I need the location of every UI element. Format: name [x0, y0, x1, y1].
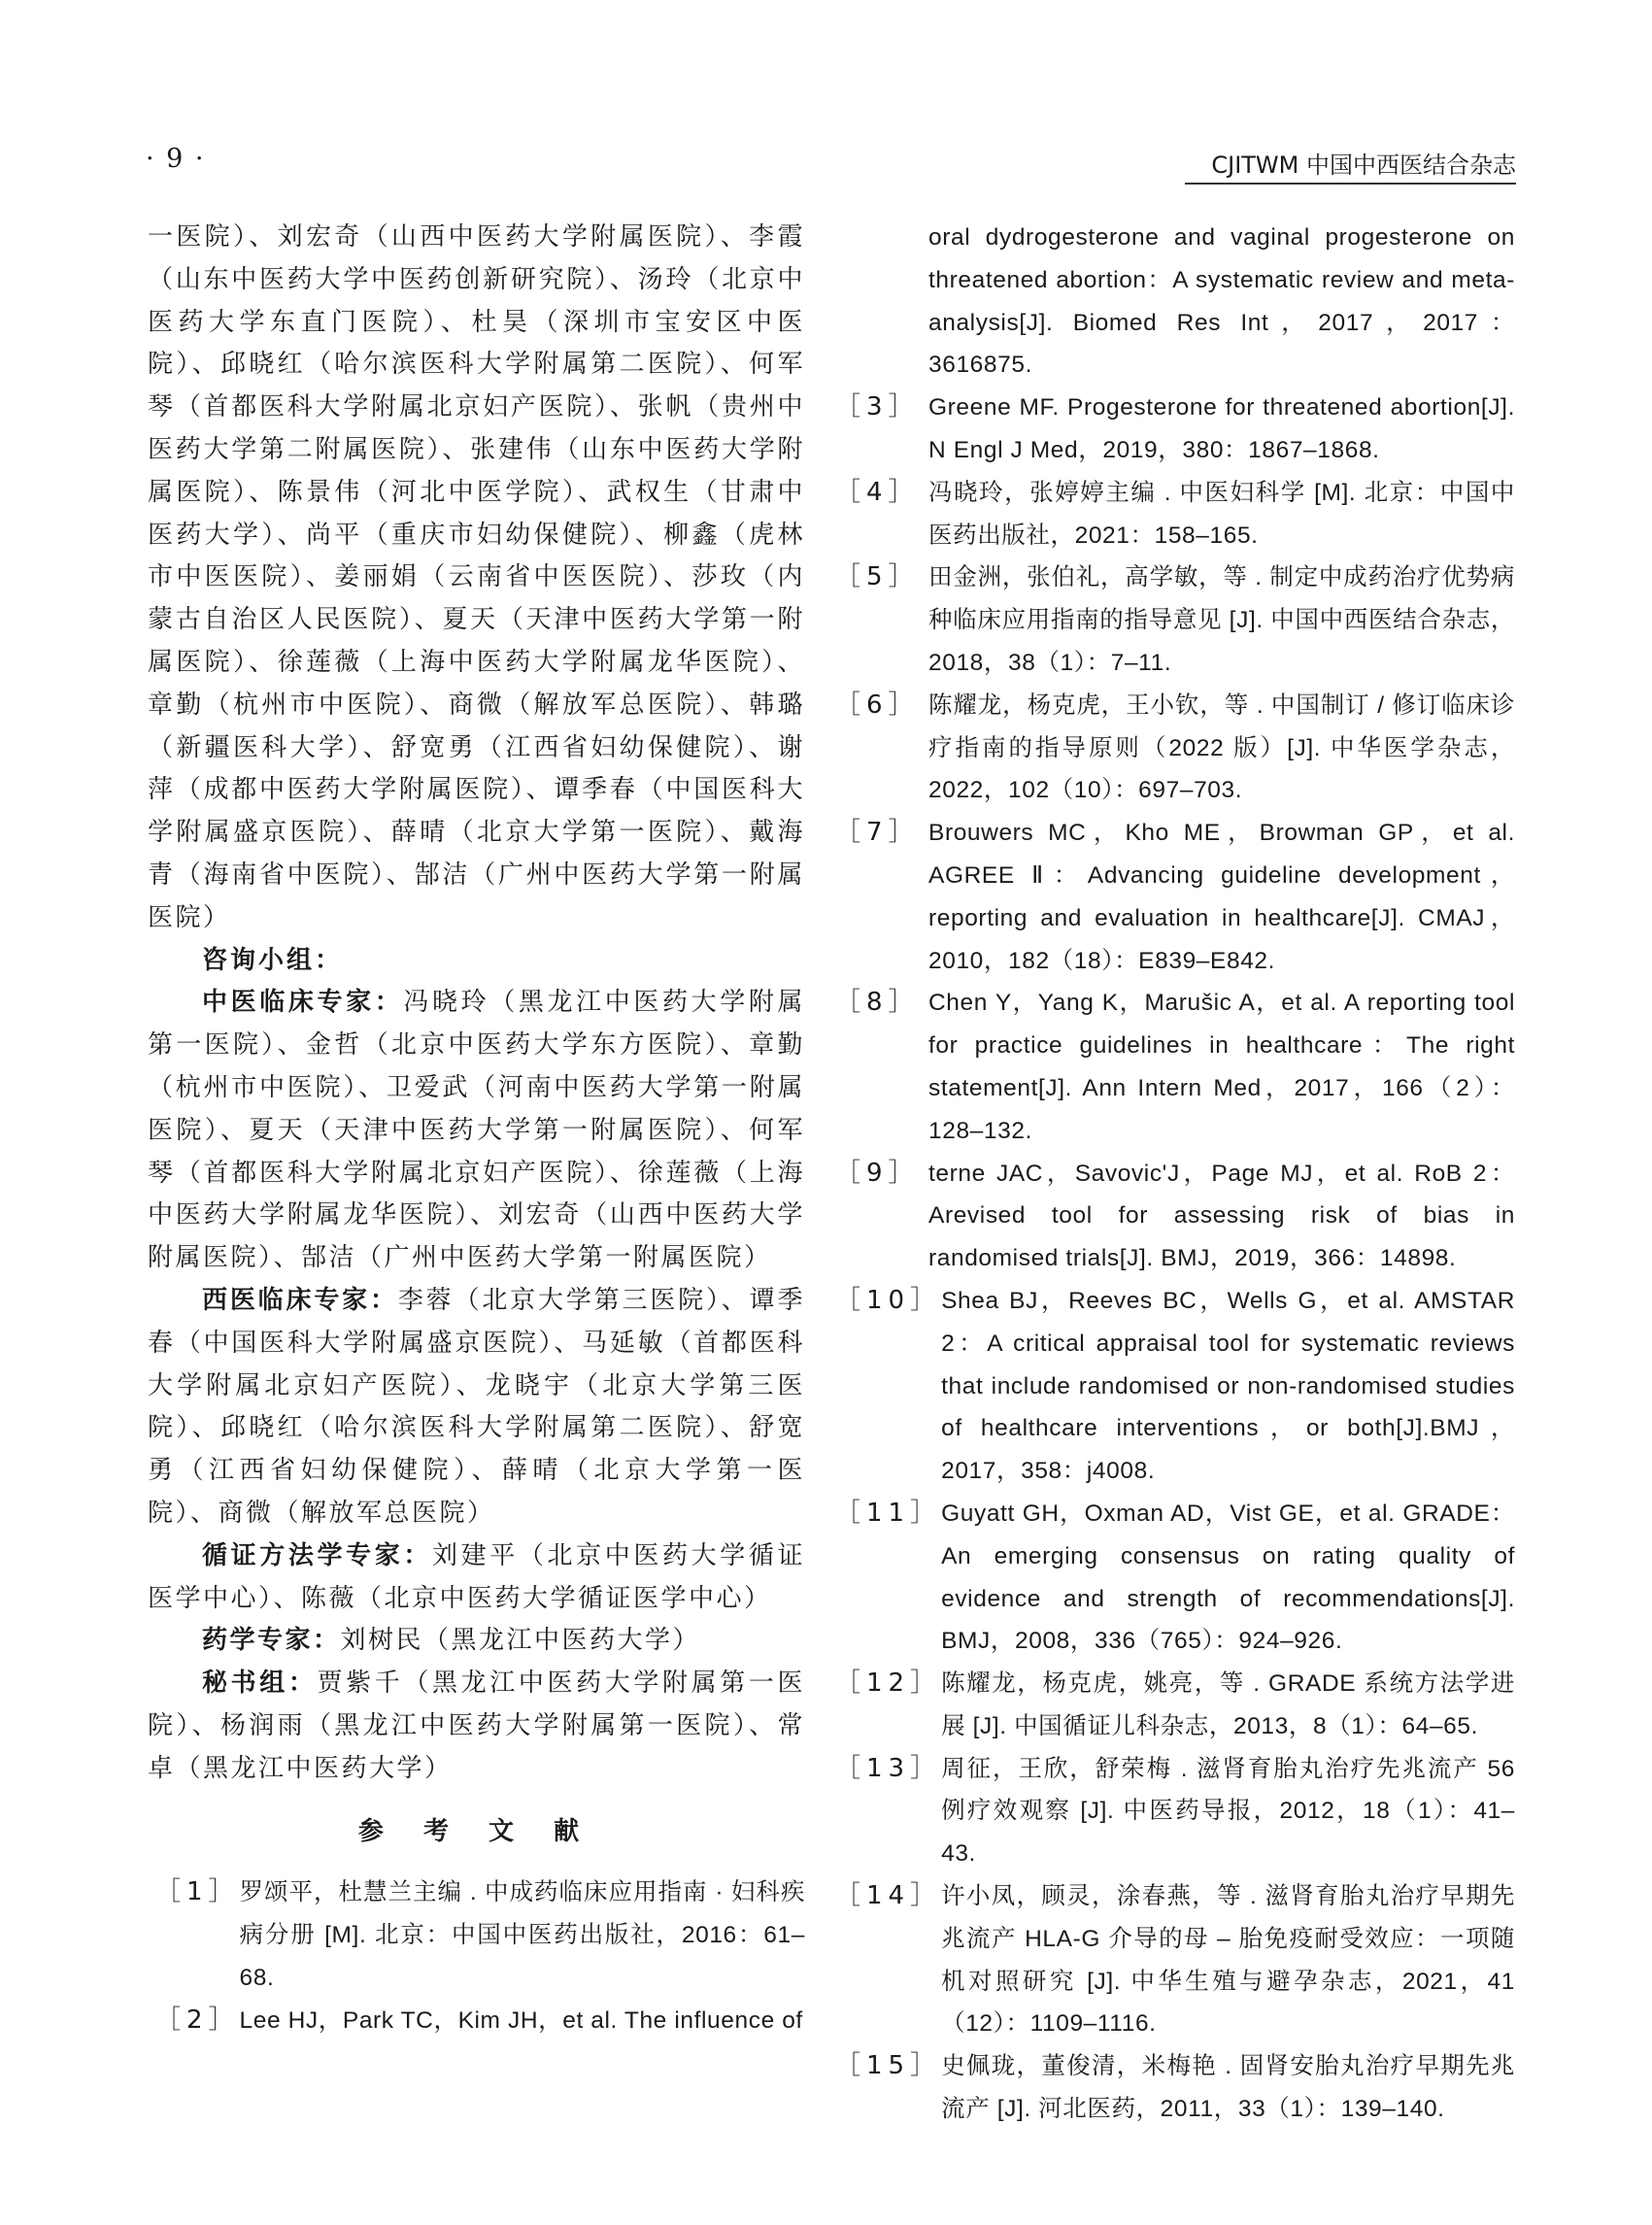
right-column	[835, 217, 1515, 2131]
secretariat-label: 秘书组：	[202, 1669, 318, 1699]
reference-item	[835, 685, 1515, 812]
wm-experts-paragraph	[148, 1280, 805, 1535]
left-column	[148, 217, 805, 2041]
ebm-experts-label: 循证方法学专家：	[202, 1540, 432, 1570]
tcm-experts-paragraph	[148, 982, 805, 1280]
reference-number: ［15］	[835, 2051, 942, 2081]
reference-continuation: oral dydrogesterone and vaginal progesterone on threatened abortion：A systematic review and meta-analysis[J]. Biomed Res Int，2017，2017：3616875.	[928, 224, 1515, 379]
reference-item	[835, 1663, 1515, 1748]
consult-group-title: 咨询小组：	[202, 945, 344, 975]
pharm-experts-paragraph	[148, 1620, 805, 1663]
reference-item	[835, 1493, 1515, 1663]
references-heading: 参 考 文 献	[357, 1817, 595, 1847]
reference-number: ［9］	[835, 1158, 920, 1188]
pharm-experts-text: 刘树民（黑龙江中医药大学）	[340, 1626, 701, 1656]
reference-item	[835, 982, 1515, 1152]
reference-text: 陈耀龙，杨克虎，王小钦，等 . 中国制订 / 修订临床诊疗指南的指导原则（2022 版）[J]. 中华医学杂志，2022，102（10）：697–703.	[928, 691, 1515, 804]
reference-item	[148, 2000, 805, 2042]
reference-text: 冯晓玲，张婷婷主编 . 中医妇科学 [M]. 北京：中国中医药出版社，2021：158–165.	[928, 479, 1515, 549]
reference-text: Shea BJ，Reeves BC，Wells G，et al. AMSTAR 2：A critical appraisal tool for systematic reviews that include randomised or non-randomised studies of healthcare interventions，or both[J].BMJ，2017，358：j4008.	[941, 1287, 1515, 1485]
reference-number: ［5］	[835, 562, 920, 592]
header-rule	[1185, 183, 1516, 185]
reference-text: terne JAC，Savovic'J，Page MJ，et al. RoB 2：Arevised tool for assessing risk of bias in randomised trials[J]. BMJ，2019，366：14898.	[928, 1160, 1515, 1272]
reference-text: 田金洲，张伯礼，高学敏，等 . 制定中成药治疗优势病种临床应用指南的指导意见 [J]. 中国中西医结合杂志，2018，38（1）：7–11.	[928, 564, 1515, 676]
journal-title: CJITWM 中国中西医结合杂志	[1211, 152, 1516, 179]
reference-text: 周征，王欣，舒荣梅 . 滋肾育胎丸治疗先兆流产 56 例疗效观察 [J]. 中医药导报，2012，18（1）：41–43.	[941, 1755, 1515, 1868]
reference-text: Brouwers MC，Kho ME，Browman GP，et al. AGREE Ⅱ：Advancing guideline development，reporting and evaluation in healthcare[J]. CMAJ，2010，182（18）：E839–E842.	[928, 820, 1515, 974]
reference-number: ［8］	[835, 988, 920, 1018]
reference-text: 罗颂平，杜慧兰主编 . 中成药临床应用指南 · 妇科疾病分册 [M]. 北京：中国中医药出版社，2016：61–68.	[239, 1879, 805, 1991]
ebm-experts-paragraph	[148, 1535, 805, 1621]
reference-text: Chen Y，Yang K，Marušic A，et al. A reporting tool for practice guidelines in healthcare：The right statement[J]. Ann Intern Med，2017，166（2）：128–132.	[928, 990, 1515, 1144]
reference-item	[148, 1871, 805, 1999]
reference-number: ［13］	[835, 1753, 942, 1783]
reference-number: ［10］	[835, 1285, 942, 1315]
reference-number: ［11］	[835, 1498, 942, 1528]
intro-paragraph: 一医院）、刘宏奇（山西中医药大学附属医院）、李霞（山东中医药大学中医药创新研究院）、汤玲（北京中医药大学东直门医院）、杜昊（深圳市宝安区中医院）、邱晓红（哈尔滨医科大学附属第二医院）、何军琴（首都医科大学附属北京妇产医院）、张帆（贵州中医药大学第二附属医院）、张建伟（山东中医药大学附属医院）、陈景伟（河北中医学院）、武权生（甘肃中医药大学）、尚平（重庆市妇幼保健院）、柳鑫（虎林市中医医院）、姜丽娟（云南省中医医院）、莎玫（内蒙古自治区人民医院）、夏天（天津中医药大学第一附属医院）、徐莲薇（上海中医药大学附属龙华医院）、章勤（杭州市中医院）、商微（解放军总医院）、韩璐（新疆医科大学）、舒宽勇（江西省妇幼保健院）、谢萍（成都中医药大学附属医院）、谭季春（中国医科大学附属盛京医院）、薛晴（北京大学第一医院）、戴海青（海南省中医院）、郜洁（广州中医药大学第一附属医院）	[148, 222, 805, 932]
reference-text: 许小凤，顾灵，涂春燕，等 . 滋肾育胎丸治疗早期先兆流产 HLA-G 介导的母 – 胎免疫耐受效应：一项随机对照研究 [J]. 中华生殖与避孕杂志，2021，41（12）：1109–1116.	[941, 1883, 1515, 2038]
reference-item	[835, 2045, 1515, 2131]
reference-item	[835, 1280, 1515, 1493]
reference-text: Guyatt GH，Oxman AD，Vist GE，et al. GRADE：An emerging consensus on rating quality of evidence and strength of recommendations[J]. BMJ，2008，336（765）：924–926.	[941, 1500, 1515, 1655]
secretariat-text: 贾紫千（黑龙江中医药大学附属第一医院）、杨润雨（黑龙江中医药大学附属第一医院）、常卓（黑龙江中医药大学）	[148, 1669, 805, 1783]
secretariat-paragraph	[148, 1663, 805, 1790]
reference-text: Greene MF. Progesterone for threatened abortion[J]. N Engl J Med，2019，380：1867–1868.	[928, 394, 1515, 463]
reference-number: ［7］	[835, 818, 920, 848]
reference-number: ［1］	[155, 1877, 240, 1907]
reference-item	[835, 387, 1515, 472]
pharm-experts-label: 药学专家：	[202, 1626, 341, 1656]
wm-experts-label: 西医临床专家：	[202, 1285, 398, 1315]
reference-number: ［3］	[835, 392, 920, 422]
reference-text: Lee HJ，Park TC，Kim JH，et al. The influence of	[239, 2006, 803, 2034]
reference-number: ［12］	[835, 1669, 942, 1699]
page-number: · 9 ·	[146, 144, 206, 174]
reference-item	[835, 472, 1515, 557]
reference-item	[835, 1748, 1515, 1875]
tcm-experts-text: 冯晓玲（黑龙江中医药大学附属第一医院）、金哲（北京中医药大学东方医院）、章勤（杭州市中医院）、卫爱武（河南中医药大学第一附属医院）、夏天（天津中医药大学第一附属医院）、何军琴（首都医科大学附属北京妇产医院）、徐莲薇（上海中医药大学附属龙华医院）、刘宏奇（山西中医药大学附属医院）、郜洁（广州中医药大学第一附属医院）	[148, 988, 805, 1273]
reference-item	[835, 1875, 1515, 2045]
reference-number: ［2］	[155, 2005, 240, 2035]
reference-text: 史佩珑，董俊清，米梅艳 . 固肾安胎丸治疗早期先兆流产 [J]. 河北医药，2011，33（1）：139–140.	[941, 2053, 1515, 2123]
reference-text: 陈耀龙，杨克虎，姚亮，等 . GRADE 系统方法学进展 [J]. 中国循证儿科杂志，2013，8（1）：64–65.	[941, 1670, 1515, 1739]
reference-item	[835, 556, 1515, 684]
reference-number: ［14］	[835, 1881, 942, 1911]
reference-item	[835, 1153, 1515, 1280]
ebm-experts-text: 刘建平（北京中医药大学循证医学中心）、陈薇（北京中医药大学循证医学中心）	[148, 1540, 805, 1613]
wm-experts-text: 李蓉（北京大学第三医院）、谭季春（中国医科大学附属盛京医院）、马延敏（首都医科大学附属北京妇产医院）、龙晓宇（北京大学第三医院）、邱晓红（哈尔滨医科大学附属第二医院）、舒宽勇（江西省妇幼保健院）、薛晴（北京大学第一医院）、商微（解放军总医院）	[148, 1285, 805, 1528]
reference-item	[835, 812, 1515, 982]
tcm-experts-label: 中医临床专家：	[202, 988, 404, 1018]
reference-number: ［6］	[835, 690, 920, 720]
reference-number: ［4］	[835, 477, 920, 507]
